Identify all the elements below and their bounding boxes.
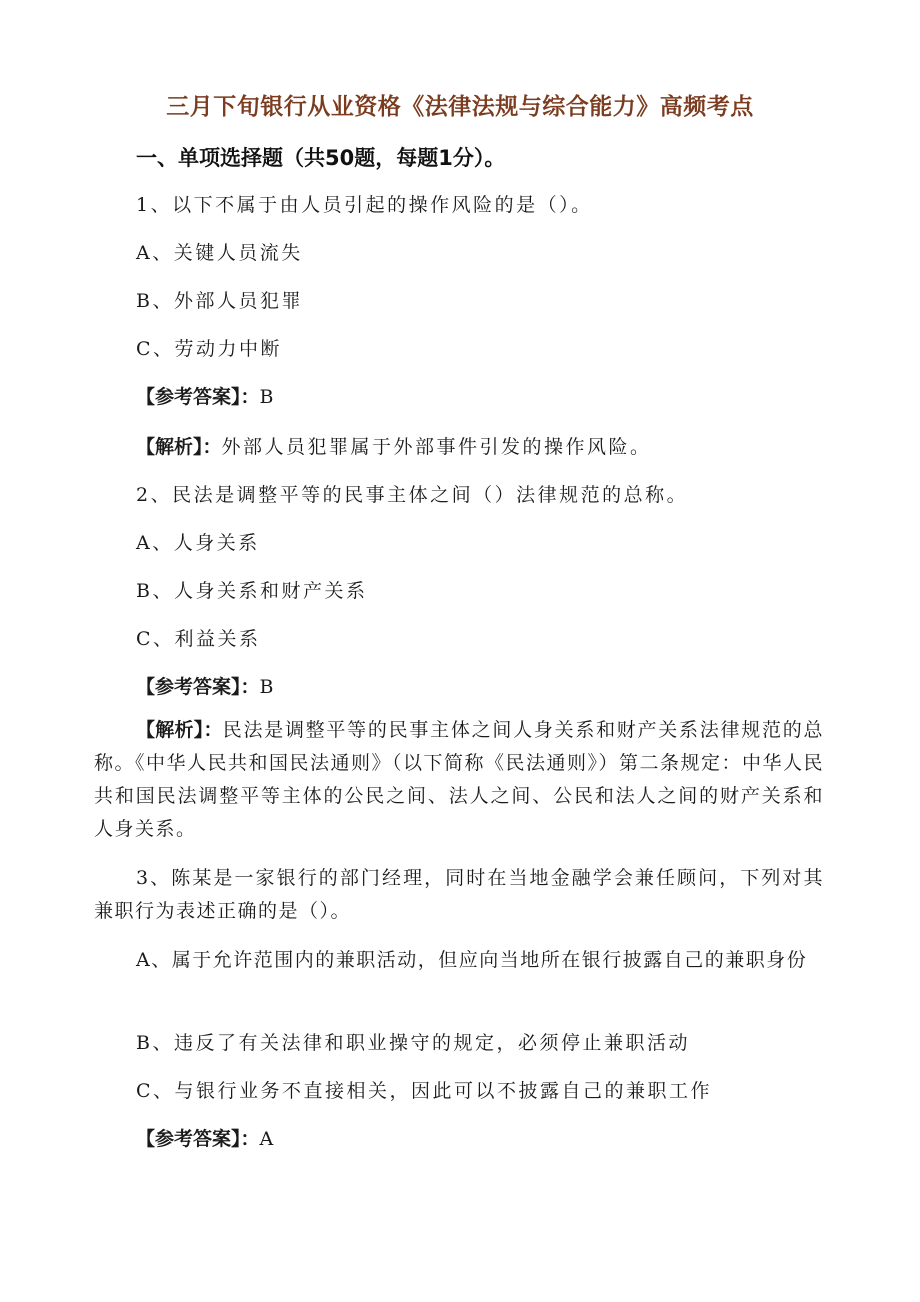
answer-value: B <box>259 676 274 698</box>
document-title: 三月下旬银行从业资格《法律法规与综合能力》高频考点 <box>166 94 754 120</box>
question-2-option-c: C、利益关系 <box>136 628 261 650</box>
question-2-answer <box>136 672 273 699</box>
question-2-option-b: B、人身关系和财产关系 <box>136 580 368 602</box>
analysis-label: 【解析】： <box>136 436 222 458</box>
analysis-text: 民法是调整平等的民事主体之间人身关系和财产关系法律规范的总称。《中华人民共和国民法通则》（以下简称《民法通则》）第二条规定：中华人民共和国民法调整平等主体的公民之间、法人之间、公民和法人之间的财产关系和人身关系。 <box>94 719 825 840</box>
analysis-label: 【解析】： <box>136 719 223 741</box>
question-3-option-b: B、违反了有关法律和职业操守的规定，必须停止兼职活动 <box>136 1032 690 1054</box>
question-1-analysis <box>136 432 652 459</box>
question-2-analysis <box>94 714 824 846</box>
answer-label: 【参考答案】： <box>136 386 260 408</box>
question-3-option-c: C、与银行业务不直接相关，因此可以不披露自己的兼职工作 <box>136 1080 713 1102</box>
answer-value: A <box>259 1128 274 1150</box>
question-2-stem: 2、民法是调整平等的民事主体之间（）法律规范的总称。 <box>136 484 689 506</box>
answer-value: B <box>259 386 274 408</box>
question-3-stem: 3、陈某是一家银行的部门经理，同时在当地金融学会兼任顾问，下列对其兼职行为表述正确的是（）。 <box>94 867 824 922</box>
question-2-option-a: A、人身关系 <box>136 532 260 554</box>
question-3-option-a: A、属于允许范围内的兼职活动，但应向当地所在银行披露自己的兼职身份 <box>136 949 808 971</box>
section-heading: 一、单项选择题（共50题，每题1分）。 <box>136 146 506 170</box>
analysis-text: 外部人员犯罪属于外部事件引发的操作风险。 <box>221 436 652 458</box>
question-1-answer <box>136 382 273 409</box>
question-1-option-a: A、关键人员流失 <box>136 242 303 264</box>
question-1-stem: 1、以下不属于由人员引起的操作风险的是（）。 <box>136 194 593 216</box>
answer-label: 【参考答案】： <box>136 676 260 698</box>
question-1-option-c: C、劳动力中断 <box>136 338 283 360</box>
question-1-option-b: B、外部人员犯罪 <box>136 290 303 312</box>
answer-label: 【参考答案】： <box>136 1128 260 1150</box>
question-3-answer <box>136 1124 273 1151</box>
